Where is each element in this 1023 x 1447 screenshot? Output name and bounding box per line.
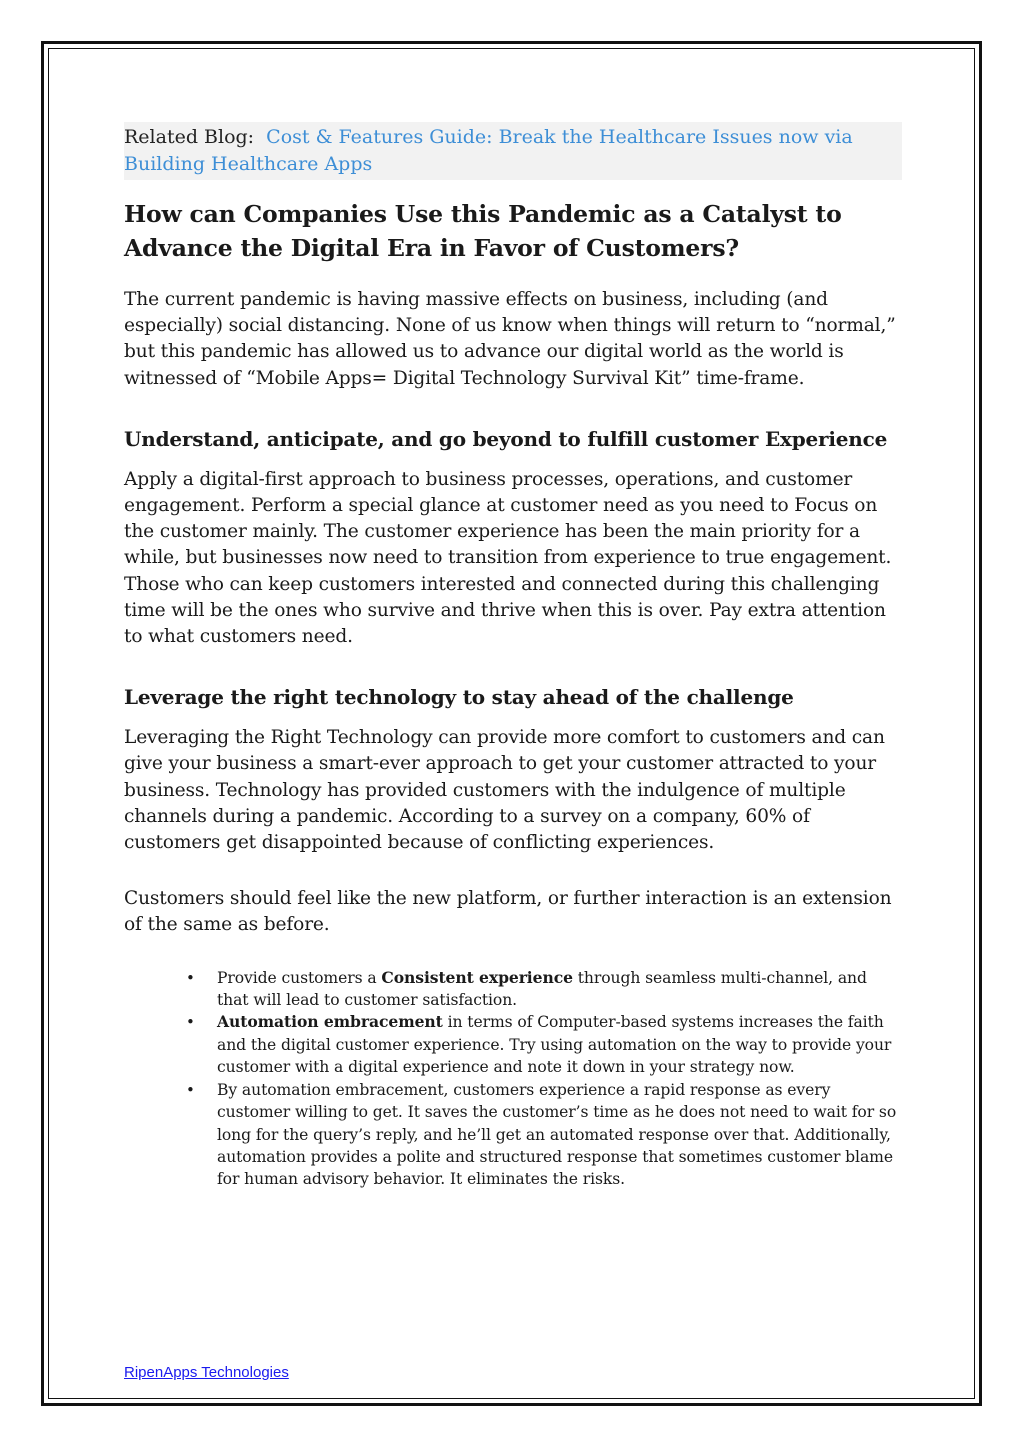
bullet-list [124, 967, 902, 1191]
list-item-bold: Consistent experience [381, 967, 573, 987]
document-content [124, 122, 902, 1191]
intro-paragraph: The current pandemic is having massive effects on business, including (and especially) social distancing. None of us know when things will return to “normal,” but this pandemic has allowed us to advance our digital world as the world is witnessed of “Mobile Apps= Digital Technology Survival Kit” time-frame. [124, 289, 896, 389]
footer-company-link[interactable]: RipenApps Technologies [124, 1364, 289, 1381]
section-paragraph-experience: Apply a digital-first approach to business processes, operations, and customer engagement. Perform a special glance at customer need as you need to Focus on the customer mainly. The customer experience has been the main priority for a while, but businesses now need to transition from experience to true engagement. Those who can keep customers interested and connected during this challenging time will be the ones who survive and thrive when this is over. Pay extra attention to what customers need. [124, 468, 892, 648]
bullet-icon: • [186, 1013, 195, 1032]
bullet-icon: • [186, 968, 195, 987]
related-blog-link[interactable]: Cost & Features Guide: Break the Healthcare Issues now via Building Healthcare Apps [124, 126, 853, 175]
list-item-text: Provide customers a [217, 968, 382, 987]
page-title: How can Companies Use this Pandemic as a Catalyst to Advance the Digital Era in Favor of Customers? [124, 200, 842, 262]
section-paragraph-customers: Customers should feel like the new platform, or further interaction is an extension of the same as before. [124, 888, 892, 936]
section-heading-experience: Understand, anticipate, and go beyond to fulfill customer Experience [124, 426, 888, 451]
section-paragraph-technology: Leveraging the Right Technology can provide more comfort to customers and can give your business a smart-ever approach to get your customer attracted to your business. Technology has provided customers with the indulgence of multiple channels during a pandemic. According to a survey on a company, 60% of customers get disappointed because of conflicting experiences. [124, 727, 885, 854]
list-item [186, 967, 902, 1012]
related-blog-box [124, 122, 902, 180]
list-item [186, 1011, 902, 1078]
list-item [186, 1079, 902, 1191]
related-blog-label: Related Blog: [124, 126, 255, 148]
list-item-text: By automation embracement, customers experience a rapid response as every customer willing to get. It saves the customer’s time as he does not need to wait for so long for the query’s reply, and he’ll get an automated response over that. Additionally, automation provides a polite and structured response that sometimes customer blame for human advisory behavior. It eliminates the risks. [217, 1080, 897, 1189]
section-heading-technology: Leverage the right technology to stay ahead of the challenge [124, 685, 794, 710]
bullet-icon: • [186, 1080, 195, 1099]
list-item-text: through seamless multi-channel, and that will lead to customer satisfaction. [217, 968, 867, 1010]
list-item-bold: Automation embracement [217, 1012, 443, 1032]
list-item-text: in terms of Computer-based systems increases the faith and the digital customer experience. Try using automation on the way to provide your customer with a digital experience and note it down in your strategy now. [217, 1013, 892, 1077]
